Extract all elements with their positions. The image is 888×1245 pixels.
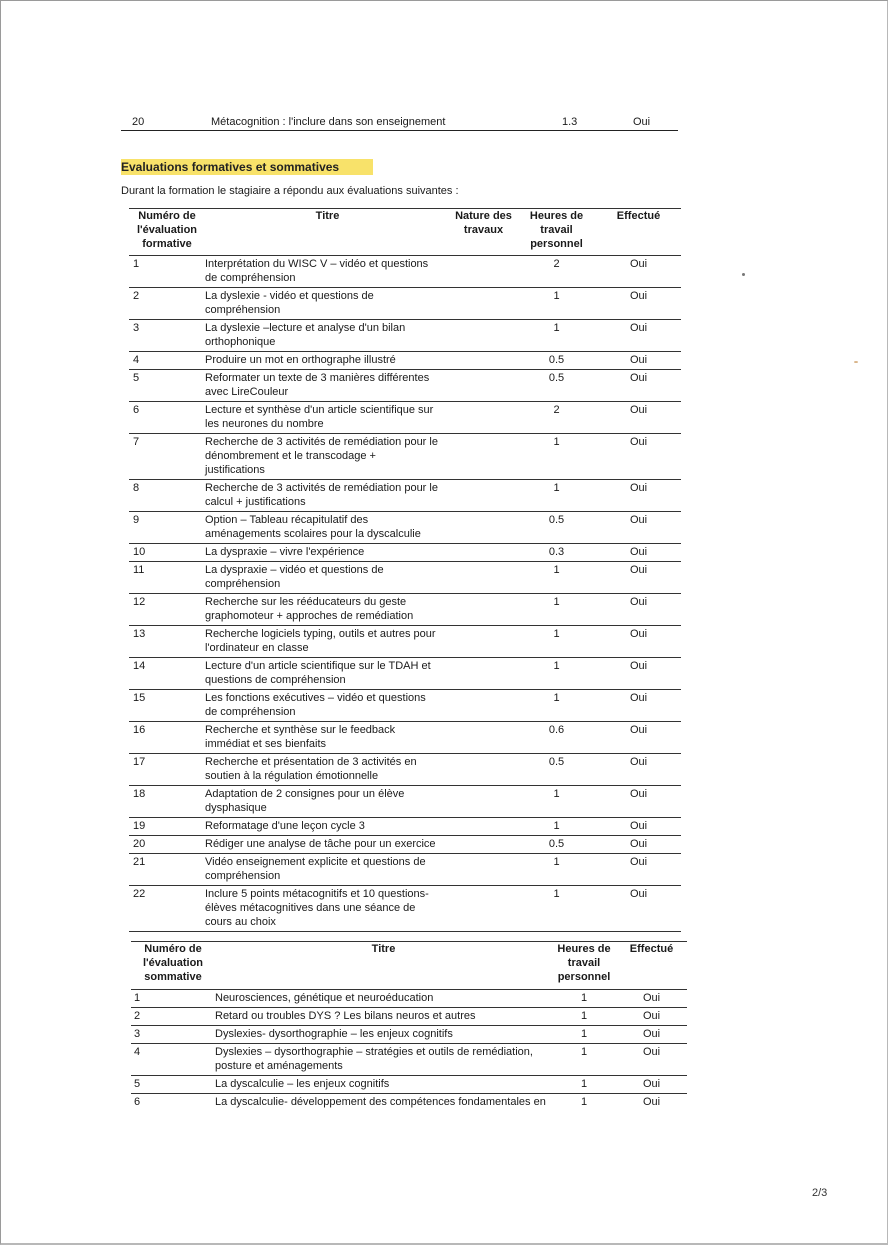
cell-heures: 1 xyxy=(553,290,560,302)
header-nature-line: Nature des xyxy=(455,210,512,222)
cell-nature xyxy=(450,626,517,658)
cell-titre xyxy=(215,1094,552,1112)
cell-num: 14 xyxy=(133,660,146,672)
cell-titre-line: Lecture et synthèse d'un article scientifique sur xyxy=(205,404,434,416)
table-row xyxy=(131,1026,687,1044)
cell-titre xyxy=(205,352,450,370)
cell-num: 2 xyxy=(134,1010,141,1022)
cell-effectue: Oui xyxy=(629,888,648,900)
cell-nature xyxy=(450,434,517,480)
cell-titre xyxy=(205,434,450,480)
cell-heures: 0.5 xyxy=(548,514,565,526)
cell-titre-line: soutien à la régulation émotionnelle xyxy=(205,770,379,782)
cell-nature xyxy=(450,836,517,854)
table-row xyxy=(131,1094,687,1112)
cell-titre-line: justifications xyxy=(205,464,265,476)
cell-titre-line: questions de compréhension xyxy=(205,674,346,686)
cell-titre-line: avec LireCouleur xyxy=(205,386,289,398)
cell-titre-line: La dyslexie - vidéo et questions de xyxy=(205,290,374,302)
cell-num: 12 xyxy=(133,596,146,608)
table-row xyxy=(129,288,681,320)
cell-titre-line: de compréhension xyxy=(205,706,296,718)
cell-num: 8 xyxy=(133,482,140,494)
cell-heures: 1 xyxy=(553,564,560,576)
cell-effectue: Oui xyxy=(629,546,648,558)
cell-num: 11 xyxy=(133,564,145,576)
table-row xyxy=(129,754,681,786)
cell-nature xyxy=(450,512,517,544)
section-heading: Evaluations formatives et sommatives xyxy=(121,159,373,175)
cell-nature xyxy=(450,818,517,836)
cell-heures: 2 xyxy=(553,404,560,416)
cell-titre xyxy=(205,288,450,320)
cell-nature xyxy=(450,544,517,562)
header-num xyxy=(129,209,205,256)
cell-titre-line: Adaptation de 2 consignes pour un élève xyxy=(205,788,405,800)
cell-titre-line: Interprétation du WISC V – vidéo et questions xyxy=(205,258,429,270)
cell-titre-line: Recherche et synthèse sur le feedback xyxy=(205,724,396,736)
cell-titre xyxy=(205,402,450,434)
cell-titre-line: La dyscalculie – les enjeux cognitifs xyxy=(215,1078,390,1090)
header-num-line: formative xyxy=(142,238,192,250)
cell-effectue: Oui xyxy=(629,564,648,576)
row-number: 20 xyxy=(132,116,145,128)
cell-titre-line: Recherche et présentation de 3 activités en xyxy=(205,756,417,768)
cell-nature xyxy=(450,402,517,434)
cell-titre-line: dénombrement et le transcodage + xyxy=(205,450,376,462)
header-num-line: Numéro de xyxy=(144,943,202,955)
cell-heures: 1 xyxy=(553,322,560,334)
cell-heures: 1 xyxy=(553,436,560,448)
cell-titre-line: compréhension xyxy=(205,870,281,882)
header-heures-line: Heures de xyxy=(529,210,584,222)
cell-num: 5 xyxy=(133,372,140,384)
cell-titre xyxy=(205,786,450,818)
table-row xyxy=(129,854,681,886)
cell-titre-line: Vidéo enseignement explicite et questions de xyxy=(205,856,426,868)
cell-titre-line: Option – Tableau récapitulatif des xyxy=(205,514,369,526)
cell-titre xyxy=(205,658,450,690)
table-row xyxy=(129,836,681,854)
table-row xyxy=(129,886,681,932)
cell-effectue: Oui xyxy=(629,724,648,736)
cell-heures: 0.3 xyxy=(548,546,565,558)
table-row xyxy=(129,626,681,658)
cell-effectue: Oui xyxy=(629,404,648,416)
cell-num: 4 xyxy=(134,1046,141,1058)
table-row xyxy=(129,480,681,512)
cell-nature xyxy=(450,480,517,512)
summative-body xyxy=(131,990,687,1112)
cell-titre xyxy=(215,1008,552,1026)
cell-titre-line: posture et aménagements xyxy=(215,1060,343,1072)
cell-num: 13 xyxy=(133,628,146,640)
table-row xyxy=(129,594,681,626)
cell-num: 16 xyxy=(133,724,146,736)
cell-effectue: Oui xyxy=(629,436,648,448)
scan-speck xyxy=(854,361,858,363)
header-titre: Titre xyxy=(215,942,552,990)
cell-heures: 2 xyxy=(553,258,560,270)
cell-effectue: Oui xyxy=(642,1010,661,1022)
header-heures-line: Heures de xyxy=(557,943,611,955)
table-row xyxy=(129,562,681,594)
cell-nature xyxy=(450,886,517,932)
cell-effectue: Oui xyxy=(629,756,648,768)
cell-num: 20 xyxy=(133,838,146,850)
cell-titre-line: aménagements scolaires pour la dyscalculie xyxy=(205,528,421,540)
table-row xyxy=(129,722,681,754)
header-num-line: Numéro de xyxy=(138,210,196,222)
cell-titre xyxy=(205,754,450,786)
cell-effectue: Oui xyxy=(629,482,648,494)
cell-heures: 1 xyxy=(553,888,560,900)
cell-nature xyxy=(450,690,517,722)
cell-effectue: Oui xyxy=(642,992,661,1004)
cell-num: 3 xyxy=(133,322,140,334)
cell-effectue: Oui xyxy=(629,838,648,850)
cell-effectue: Oui xyxy=(629,660,648,672)
cell-heures: 1 xyxy=(553,856,560,868)
cell-num: 18 xyxy=(133,788,146,800)
cell-heures: 1 xyxy=(553,692,560,704)
cell-nature xyxy=(450,320,517,352)
table-row xyxy=(131,1044,687,1076)
cell-nature xyxy=(450,658,517,690)
cell-titre xyxy=(215,1076,552,1094)
header-num-line: l'évaluation xyxy=(136,224,198,236)
cell-titre xyxy=(205,512,450,544)
cell-titre-line: Recherche de 3 activités de remédiation pour le xyxy=(205,482,438,494)
cell-heures: 0.5 xyxy=(548,354,565,366)
cell-heures: 0.5 xyxy=(548,838,565,850)
cell-num: 4 xyxy=(133,354,140,366)
cell-titre-line: Rédiger une analyse de tâche pour un exercice xyxy=(205,838,436,850)
row-hours: 1.3 xyxy=(562,116,578,128)
cell-titre-line: calcul + justifications xyxy=(205,496,306,508)
cell-titre xyxy=(205,562,450,594)
cell-nature xyxy=(450,288,517,320)
cell-nature xyxy=(450,256,517,288)
table-row xyxy=(129,370,681,402)
header-heures-line: personnel xyxy=(557,971,611,983)
cell-titre-line: immédiat et ses bienfaits xyxy=(205,738,327,750)
cell-titre-line: La dyscalculie- développement des compétences fondamentales en xyxy=(215,1096,546,1108)
cell-heures: 1 xyxy=(580,1010,588,1022)
cell-effectue: Oui xyxy=(629,856,648,868)
cell-titre xyxy=(205,256,450,288)
cell-titre xyxy=(205,594,450,626)
cell-titre-line: Dyslexies – dysorthographie – stratégies et outils de remédiation, xyxy=(215,1046,533,1058)
cell-num: 5 xyxy=(134,1078,141,1090)
table-row xyxy=(129,690,681,722)
cell-titre-line: Recherche de 3 activités de remédiation pour le xyxy=(205,436,438,448)
cell-effectue: Oui xyxy=(629,514,648,526)
cell-nature xyxy=(450,594,517,626)
cell-num: 7 xyxy=(133,436,140,448)
cell-titre-line: cours au choix xyxy=(205,916,276,928)
cell-heures: 1 xyxy=(553,660,560,672)
cell-titre-line: graphomoteur + approches de remédiation xyxy=(205,610,414,622)
cell-effectue: Oui xyxy=(629,372,648,384)
table-row xyxy=(129,434,681,480)
table-row xyxy=(129,544,681,562)
cell-heures: 1 xyxy=(580,992,588,1004)
cell-heures: 1 xyxy=(580,1096,588,1108)
header-heures xyxy=(552,942,616,990)
cell-effectue: Oui xyxy=(629,322,648,334)
cell-titre xyxy=(215,1026,552,1044)
cell-num: 9 xyxy=(133,514,140,526)
summative-header-row xyxy=(131,942,687,990)
table-row xyxy=(131,1076,687,1094)
cell-heures: 1 xyxy=(580,1078,588,1090)
intro-text: Durant la formation le stagiaire a répondu aux évaluations suivantes : xyxy=(121,185,459,197)
header-num-line: sommative xyxy=(144,971,202,983)
table-row xyxy=(129,320,681,352)
table-row xyxy=(129,818,681,836)
cell-heures: 1 xyxy=(553,596,560,608)
cell-titre-line: compréhension xyxy=(205,578,281,590)
cell-titre xyxy=(205,836,450,854)
cell-titre xyxy=(205,480,450,512)
cell-heures: 1 xyxy=(553,820,560,832)
cell-heures: 0.5 xyxy=(548,756,565,768)
cell-heures: 1 xyxy=(580,1028,588,1040)
cell-nature xyxy=(450,854,517,886)
cell-titre xyxy=(205,886,450,932)
header-nature xyxy=(450,209,517,256)
cell-titre-line: Reformater un texte de 3 manières différentes xyxy=(205,372,430,384)
cell-titre xyxy=(205,370,450,402)
cell-effectue: Oui xyxy=(629,290,648,302)
cell-titre xyxy=(205,854,450,886)
cell-titre-line: La dyspraxie – vidéo et questions de xyxy=(205,564,384,576)
previous-table-last-row xyxy=(121,116,678,131)
table-row xyxy=(129,512,681,544)
cell-titre-line: Les fonctions exécutives – vidéo et questions xyxy=(205,692,426,704)
cell-num: 17 xyxy=(133,756,146,768)
cell-heures: 0.6 xyxy=(548,724,565,736)
cell-titre-line: les neurones du nombre xyxy=(205,418,324,430)
cell-heures: 1 xyxy=(553,788,560,800)
cell-effectue: Oui xyxy=(642,1028,661,1040)
cell-titre-line: Inclure 5 points métacognitifs et 10 questions- xyxy=(205,888,429,900)
cell-effectue: Oui xyxy=(642,1078,661,1090)
cell-nature xyxy=(450,562,517,594)
cell-titre xyxy=(205,690,450,722)
cell-num: 6 xyxy=(133,404,140,416)
header-num xyxy=(131,942,215,990)
table-row xyxy=(131,1008,687,1026)
cell-titre-line: Reformatage d'une leçon cycle 3 xyxy=(205,820,365,832)
cell-titre-line: l'ordinateur en classe xyxy=(205,642,309,654)
cell-titre-line: compréhension xyxy=(205,304,281,316)
cell-titre-line: élèves métacognitives dans une séance de xyxy=(205,902,416,914)
cell-effectue: Oui xyxy=(629,258,648,270)
cell-num: 2 xyxy=(133,290,140,302)
cell-titre-line: dysphasique xyxy=(205,802,267,814)
cell-effectue: Oui xyxy=(629,628,648,640)
cell-titre-line: La dyspraxie – vivre l'expérience xyxy=(205,546,365,558)
table-row xyxy=(129,402,681,434)
cell-titre xyxy=(205,544,450,562)
header-nature-line: travaux xyxy=(463,224,504,236)
formative-body xyxy=(129,256,681,932)
cell-num: 22 xyxy=(133,888,146,900)
cell-effectue: Oui xyxy=(629,692,648,704)
cell-titre-line: La dyslexie –lecture et analyse d'un bilan xyxy=(205,322,406,334)
scan-speck xyxy=(742,273,745,276)
cell-effectue: Oui xyxy=(642,1046,661,1058)
header-heures xyxy=(517,209,596,256)
cell-effectue: Oui xyxy=(629,820,648,832)
cell-heures: 0.5 xyxy=(548,372,565,384)
row-done: Oui xyxy=(633,116,651,128)
cell-num: 3 xyxy=(134,1028,141,1040)
row-title: Métacognition : l'inclure dans son enseignement xyxy=(211,116,446,128)
cell-titre-line: orthophonique xyxy=(205,336,276,348)
cell-num: 21 xyxy=(133,856,146,868)
cell-titre xyxy=(205,320,450,352)
cell-heures: 1 xyxy=(553,628,560,640)
cell-nature xyxy=(450,352,517,370)
cell-titre-line: Lecture d'un article scientifique sur le TDAH et xyxy=(205,660,431,672)
cell-nature xyxy=(450,786,517,818)
cell-titre-line: Produire un mot en orthographe illustré xyxy=(205,354,396,366)
cell-nature xyxy=(450,370,517,402)
header-num-line: l'évaluation xyxy=(142,957,204,969)
cell-heures: 1 xyxy=(580,1046,588,1058)
cell-titre-line: Dyslexies- dysorthographie – les enjeux cognitifs xyxy=(215,1028,453,1040)
cell-titre-line: de compréhension xyxy=(205,272,296,284)
cell-titre xyxy=(205,722,450,754)
cell-titre-line: Recherche sur les rééducateurs du geste xyxy=(205,596,407,608)
table-row xyxy=(129,658,681,690)
header-heures-line: personnel xyxy=(530,238,583,250)
cell-num: 1 xyxy=(134,992,141,1004)
table-row xyxy=(129,256,681,288)
cell-effectue: Oui xyxy=(642,1096,661,1108)
cell-titre-line: Recherche logiciels typing, outils et autres pour xyxy=(205,628,436,640)
cell-titre xyxy=(205,626,450,658)
cell-nature xyxy=(450,722,517,754)
cell-num: 10 xyxy=(133,546,146,558)
formative-evaluations-table xyxy=(129,208,681,932)
page-number: 2/3 xyxy=(812,1187,828,1199)
cell-num: 1 xyxy=(133,258,140,270)
summative-evaluations-table xyxy=(131,941,687,1111)
cell-titre xyxy=(205,818,450,836)
header-heures-line: travail xyxy=(540,224,573,236)
cell-num: 15 xyxy=(133,692,146,704)
cell-effectue: Oui xyxy=(629,596,648,608)
table-row xyxy=(131,990,687,1008)
cell-titre-line: Neurosciences, génétique et neuroéducation xyxy=(215,992,434,1004)
header-effectue: Effectué xyxy=(596,209,681,256)
cell-heures: 1 xyxy=(553,482,560,494)
header-titre: Titre xyxy=(205,209,450,256)
cell-num: 19 xyxy=(133,820,146,832)
formative-header-row xyxy=(129,209,681,256)
header-effectue: Effectué xyxy=(616,942,687,990)
table-row xyxy=(129,786,681,818)
cell-nature xyxy=(450,754,517,786)
table-row xyxy=(129,352,681,370)
cell-num: 6 xyxy=(134,1096,141,1108)
header-heures-line: travail xyxy=(567,957,601,969)
cell-effectue: Oui xyxy=(629,788,648,800)
cell-effectue: Oui xyxy=(629,354,648,366)
cell-titre-line: Retard ou troubles DYS ? Les bilans neuros et autres xyxy=(215,1010,476,1022)
cell-titre xyxy=(215,1044,552,1076)
cell-titre xyxy=(215,990,552,1008)
